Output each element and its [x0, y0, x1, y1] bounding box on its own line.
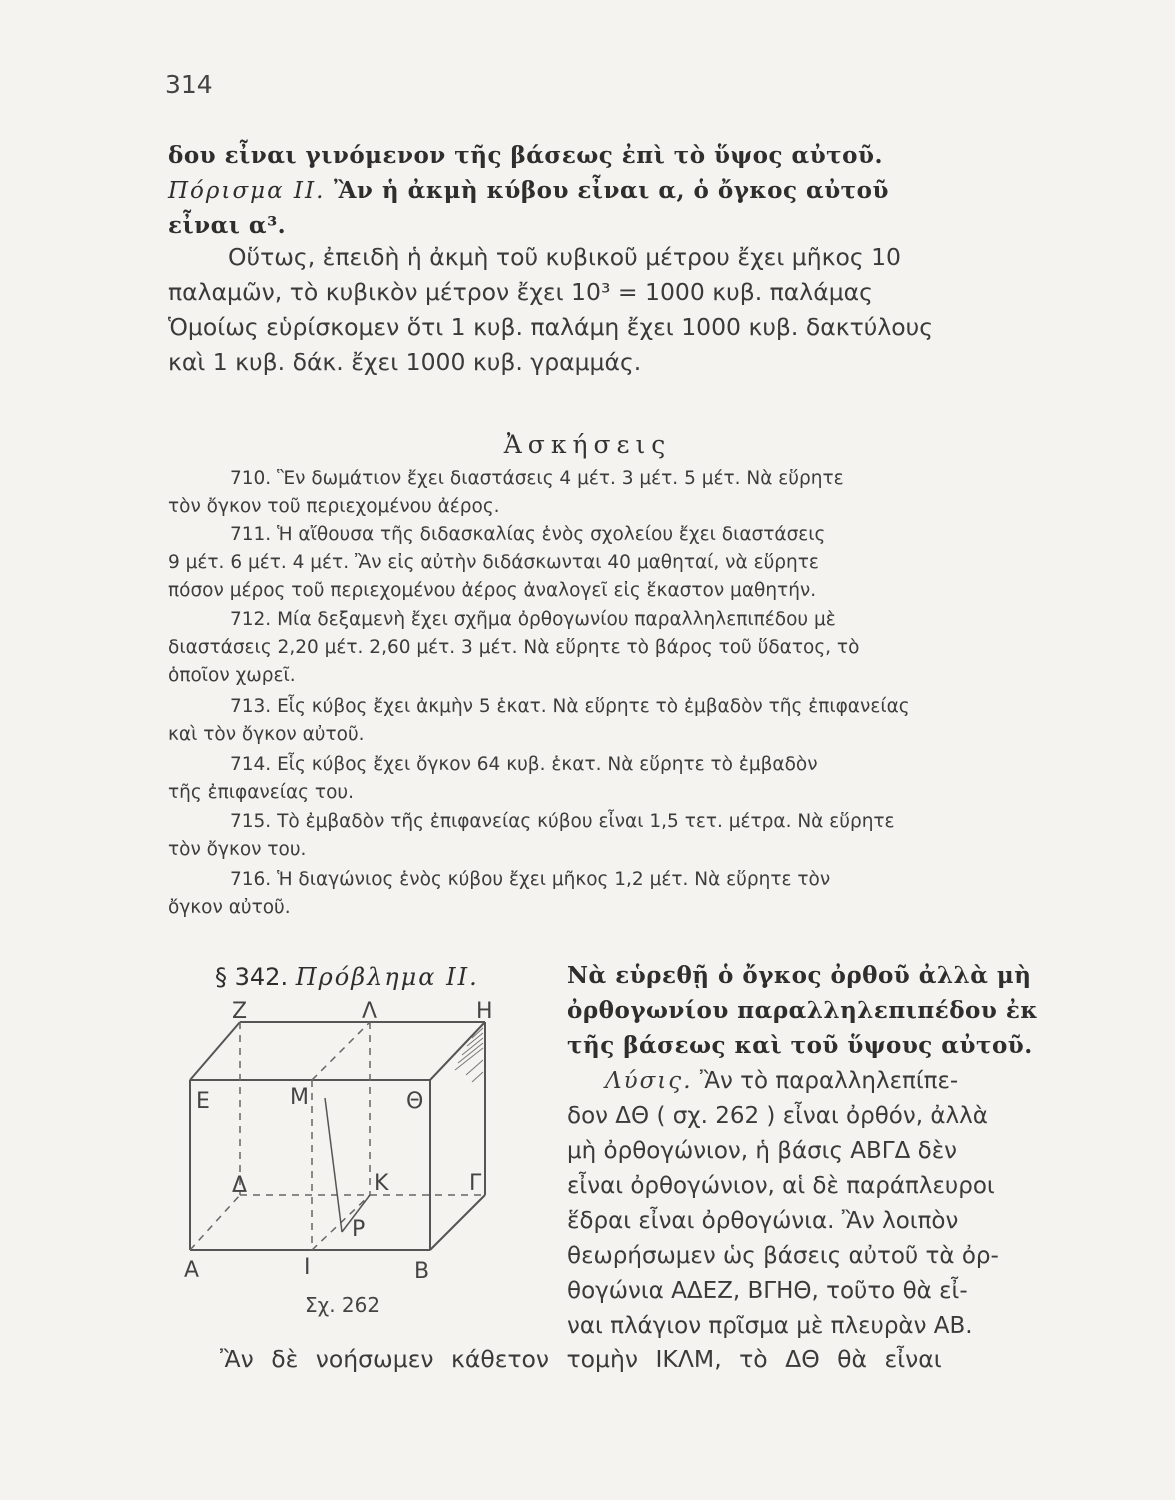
label-I: I [304, 1255, 311, 1280]
solution-line-5: ἕδραι εἶναι ὀρθογώνια. Ἂν λοιπὸν [567, 1208, 959, 1234]
section-last-line: Ἂν δὲ νοήσωμεν κάθετον τομὴν ΙΚΛΜ, τὸ ΔΘ θὰ εἶναι [220, 1345, 942, 1373]
exercise-714 [168, 751, 1076, 807]
label-G: Γ [469, 1171, 482, 1196]
hidden-edge-AD [190, 1195, 240, 1250]
section-title-line-1: Νὰ εὑρεθῇ ὁ ὄγκος ὀρθοῦ ἀλλὰ μὴ [567, 962, 1032, 989]
exercise-line: 714. Εἷς κύβος ἔχει ὄγκον 64 κυβ. ἑκατ. Νὰ εὕρητε τὸ ἐμβαδὸν [230, 754, 818, 775]
paragraph-line-2: παλαμῶν, τὸ κυβικὸν μέτρον ἔχει 10³ = 1000 κυβ. παλάμας [168, 278, 873, 306]
label-A: Α [184, 1258, 200, 1283]
label-D: Δ [232, 1173, 248, 1198]
exercise-line: 712. Μία δεξαμενὴ ἔχει σχῆμα ὀρθογωνίου παραλληλεπιπέδου μὲ [230, 609, 836, 630]
section-edge-ML [312, 1022, 370, 1080]
edge-THH [430, 1022, 485, 1080]
edge-EZ [190, 1022, 240, 1080]
exercise-line: 9 μέτ. 6 μέτ. 4 μέτ. Ἂν εἰς αὐτὴν διδάσκωνται 40 μαθηταί, νὰ εὕρητε [168, 552, 819, 573]
corollary-line [168, 173, 1076, 209]
paragraph-line-1: Οὕτως, ἐπειδὴ ἡ ἀκμὴ τοῦ κυβικοῦ μέτρου ἔχει μῆκος 10 [228, 243, 902, 271]
exercise-713 [168, 693, 1076, 749]
solution-text: Ἂν τὸ παραλληλεπίπε- [699, 1068, 959, 1094]
exercise-line: 715. Τὸ ἐμβαδὸν τῆς ἐπιφανείας κύβου εἶναι 1,5 τετ. μέτρα. Νὰ εὕρητε [230, 811, 895, 832]
figure-caption: Σχ. 262 [305, 1293, 381, 1317]
exercise-line: τῆς ἐπιφανείας του. [168, 782, 354, 803]
solution-line-7: θογώνια ΑΔΕΖ, ΒΓΗΘ, τοῦτο θὰ εἶ- [567, 1278, 968, 1304]
intro-line-1: δου εἶναι γινόμενον τῆς βάσεως ἐπὶ τὸ ὕψος αὐτοῦ. [168, 142, 883, 169]
solution-line-4: εἶναι ὀρθογώνιον, αἱ δὲ παράπλευροι [567, 1173, 995, 1199]
exercise-line: ὄγκον αὐτοῦ. [168, 897, 291, 918]
label-B: B [414, 1259, 430, 1284]
section-title-line-3: τῆς βάσεως καὶ τοῦ ὕψους αὐτοῦ. [567, 1032, 1033, 1059]
intro-line-3: εἶναι α³. [168, 212, 287, 239]
hatching [455, 1028, 483, 1082]
label-E: E [196, 1089, 210, 1114]
parallelepiped-figure [180, 1000, 510, 1320]
label-H: H [476, 1000, 493, 1024]
exercise-line: καὶ τὸν ὄγκον αὐτοῦ. [168, 724, 365, 745]
exercise-line: 716. Ἡ διαγώνιος ἑνὸς κύβου ἔχει μῆκος 1,2 μέτ. Νὰ εὕρητε τὸν [230, 869, 831, 890]
edge-BG [430, 1195, 485, 1250]
paragraph-line-4: καὶ 1 κυβ. δάκ. ἔχει 1000 κυβ. γραμμάς. [168, 348, 642, 376]
exercise-line: διαστάσεις 2,20 μέτ. 2,60 μέτ. 3 μέτ. Νὰ εὕρητε τὸ βάρος τοῦ ὕδατος, τὸ [168, 637, 860, 658]
exercise-712 [168, 606, 1076, 690]
exercise-line: τὸν ὄγκον τοῦ περιεχομένου ἀέρος. [168, 496, 500, 517]
label-P: P [352, 1217, 366, 1242]
solution-line-2: δον ΔΘ ( σχ. 262 ) εἶναι ὀρθόν, ἀλλὰ [567, 1103, 988, 1129]
solution-label: Λύσις. [605, 1068, 693, 1094]
label-TH: Θ [406, 1089, 424, 1114]
solution-line-1 [567, 1064, 1077, 1099]
exercise-711 [168, 521, 1076, 605]
exercise-710 [168, 465, 1076, 521]
page-number: 314 [165, 70, 213, 99]
problem-label: Πρόβλημα ΙΙ. [295, 963, 479, 991]
label-Z: Z [232, 1000, 248, 1024]
section-title-line-2: ὀρθογωνίου παραλληλεπιπέδου ἐκ [567, 997, 1039, 1024]
section-number: § 342. [215, 963, 289, 991]
solution-line-3: μὴ ὀρθογώνιον, ἡ βάσις ΑΒΓΔ δὲν [567, 1138, 958, 1164]
exercise-line: ὁποῖον χωρεῖ. [168, 665, 296, 686]
corollary-label: Πόρισμα ΙΙ. [168, 178, 326, 204]
solution-line-8: ναι πλάγιον πρῖσμα μὲ πλευρὰν ΑΒ. [567, 1313, 973, 1339]
label-M: M [290, 1085, 309, 1110]
exercises-heading: Ἀσκήσεις [503, 430, 672, 459]
exercise-line: πόσον μέρος τοῦ περιεχομένου ἀέρος ἀναλογεῖ εἰς ἕκαστον μαθητήν. [168, 580, 817, 601]
exercise-716 [168, 866, 1076, 922]
corollary-text: Ἂν ἡ ἀκμὴ κύβου εἶναι α, ὁ ὄγκος αὐτοῦ [333, 177, 889, 204]
exercise-line: 713. Εἷς κύβος ἔχει ἀκμὴν 5 ἑκατ. Νὰ εὕρητε τὸ ἐμβαδὸν τῆς ἐπιφανείας [230, 696, 910, 717]
label-K: K [374, 1171, 389, 1196]
section-edge-MP [325, 1098, 342, 1232]
exercise-715 [168, 808, 1076, 864]
exercise-line: τὸν ὄγκον του. [168, 839, 307, 860]
section-heading [215, 958, 479, 996]
solution-line-6: θεωρήσωμεν ὡς βάσεις αὐτοῦ τὰ ὀρ- [567, 1243, 999, 1269]
label-L: Λ [362, 1000, 378, 1024]
exercise-line: 710. Ἓν δωμάτιον ἔχει διαστάσεις 4 μέτ. 3 μέτ. 5 μέτ. Νὰ εὕρητε [230, 468, 844, 489]
paragraph-line-3: Ὁμοίως εὑρίσκομεν ὅτι 1 κυβ. παλάμη ἔχει 1000 κυβ. δακτύλους [168, 313, 934, 341]
exercise-line: 711. Ἡ αἴθουσα τῆς διδασκαλίας ἑνὸς σχολείου ἔχει διαστάσεις [230, 524, 826, 545]
